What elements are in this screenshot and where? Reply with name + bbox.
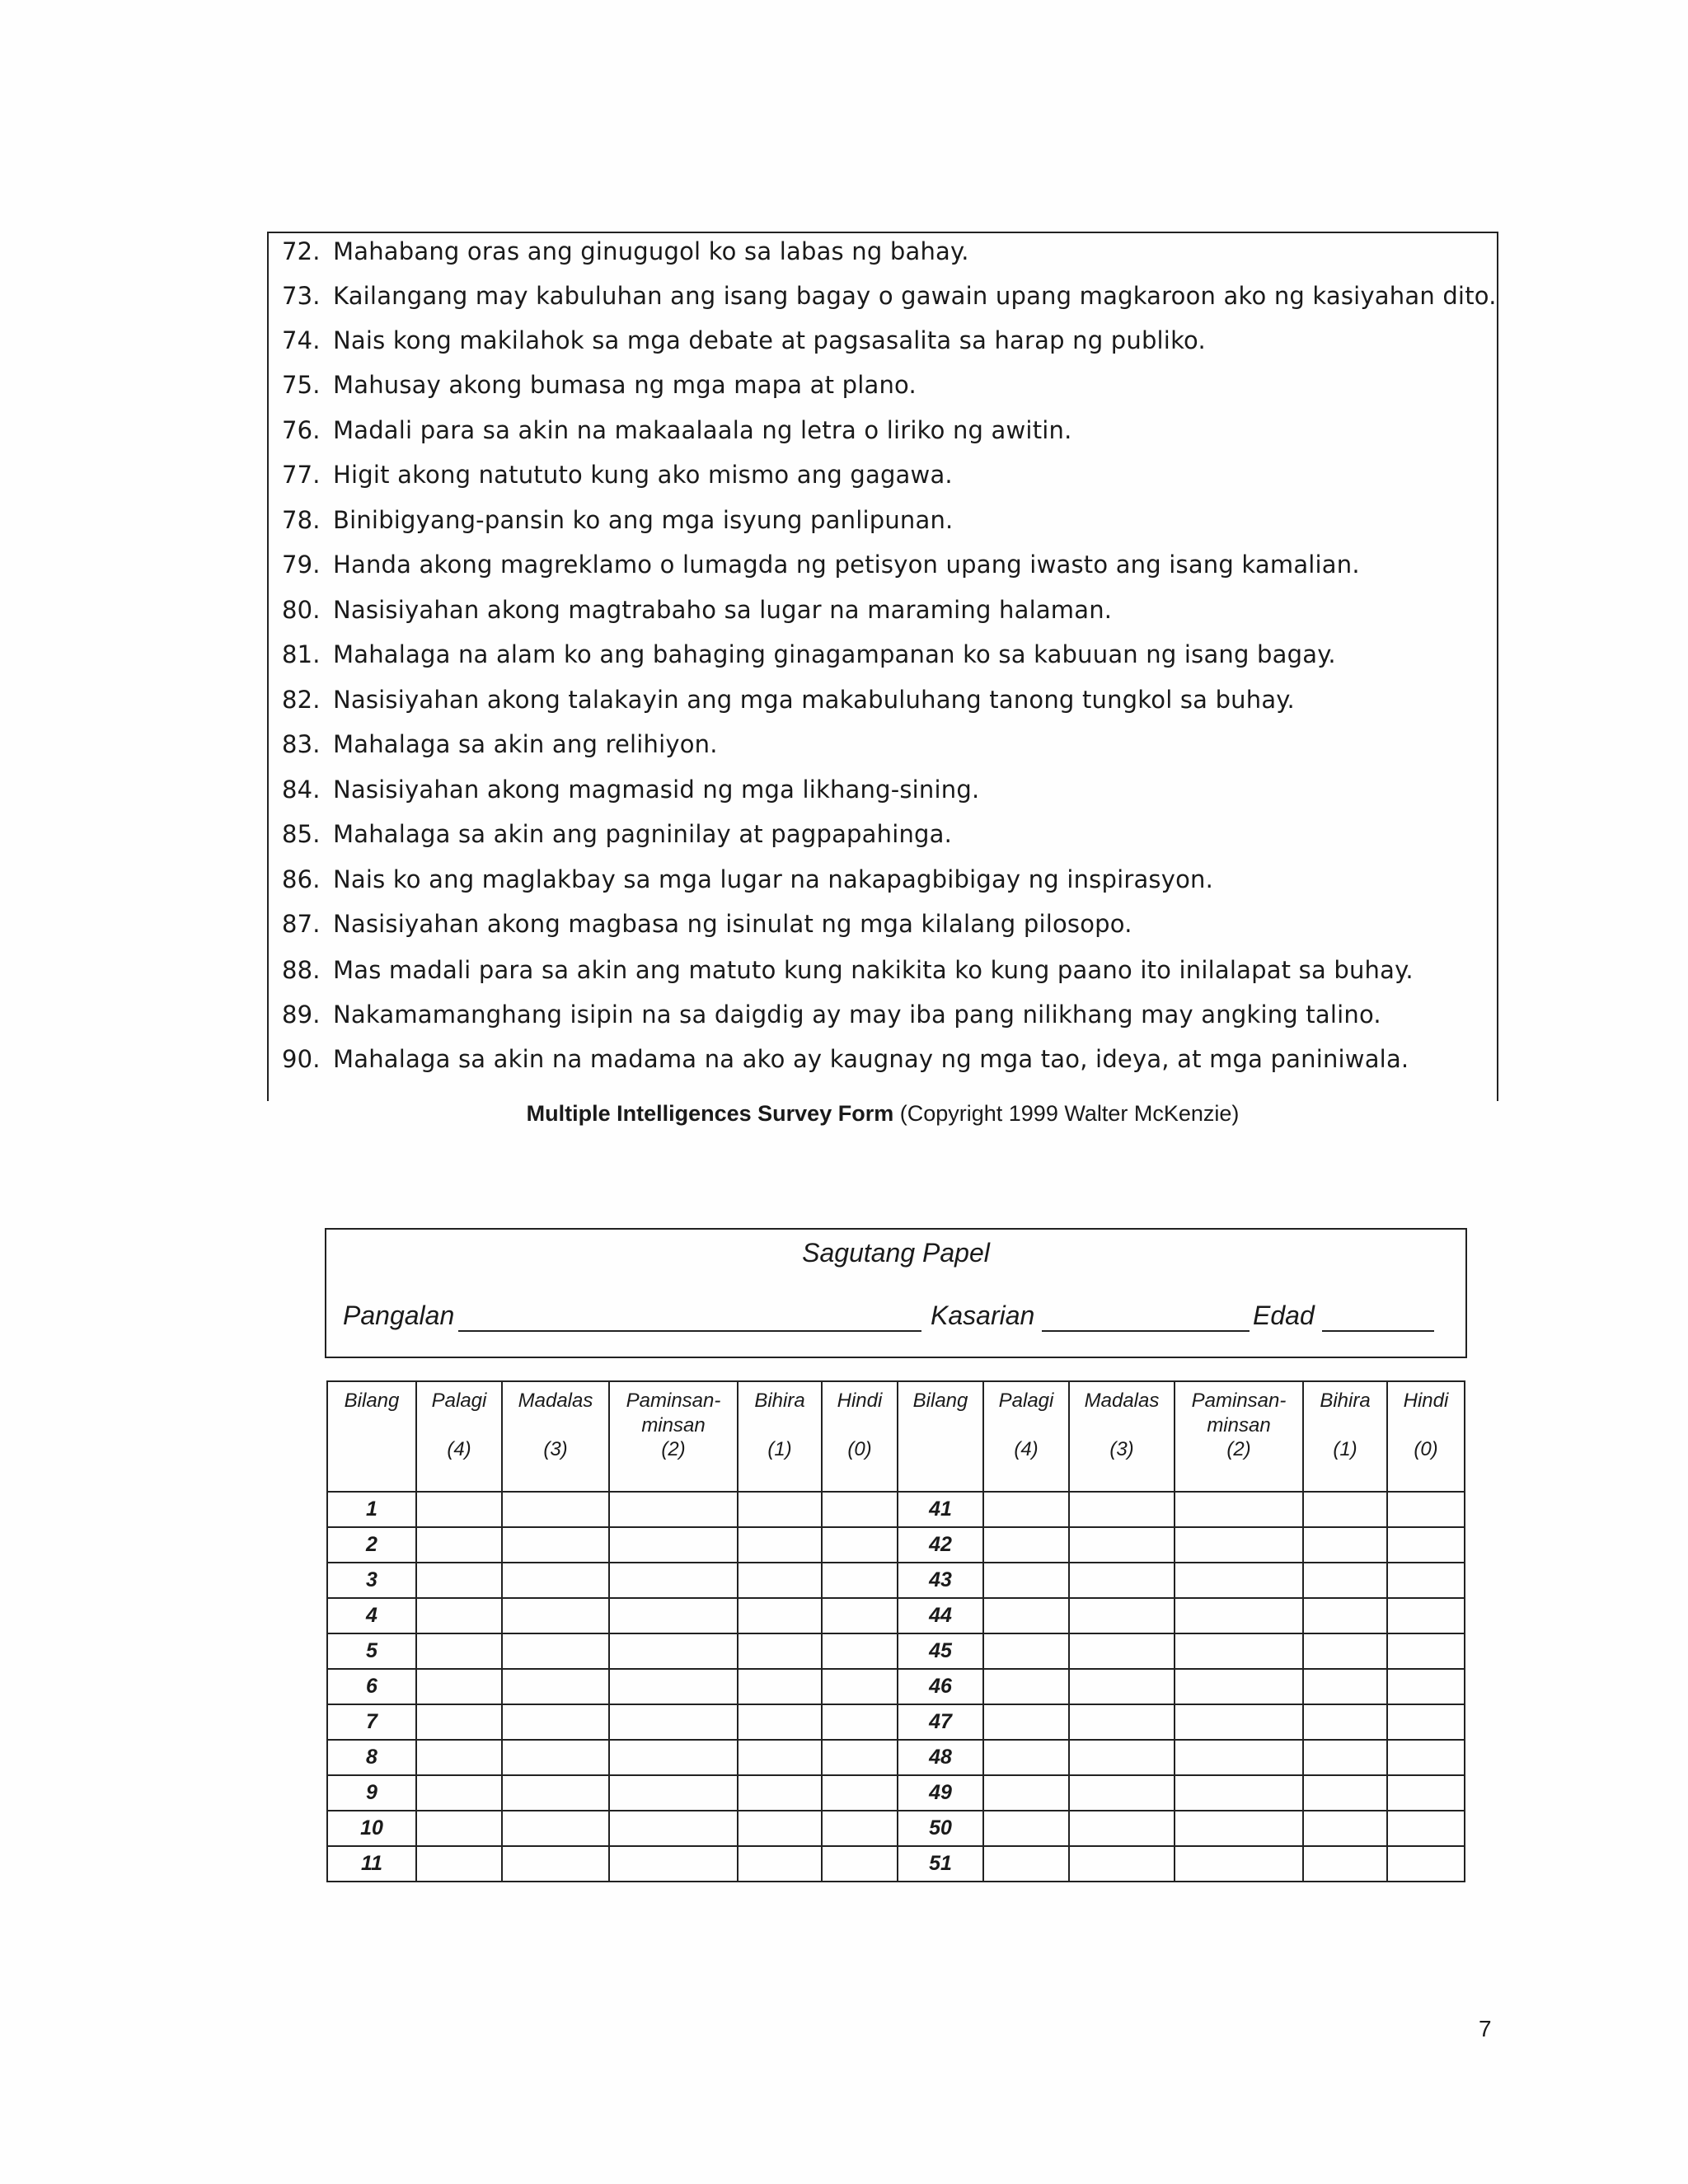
table-row: [327, 1492, 1465, 1527]
answer-cell[interactable]: [822, 1775, 898, 1811]
age-label: Edad: [1253, 1301, 1315, 1330]
item-number-cell: 1: [327, 1492, 416, 1527]
column-header: [1069, 1381, 1175, 1492]
item-number-cell: 51: [898, 1846, 983, 1882]
answer-cell[interactable]: [1387, 1704, 1465, 1740]
column-header: [1387, 1381, 1465, 1492]
answer-cell[interactable]: [609, 1811, 738, 1846]
survey-item-text: Higit akong natututo kung ako mismo ang gagawa.: [333, 461, 953, 489]
answer-cell[interactable]: [1069, 1527, 1175, 1563]
answer-table-body: [327, 1492, 1465, 1882]
answer-cell[interactable]: [1069, 1563, 1175, 1598]
answer-cell[interactable]: [609, 1846, 738, 1882]
caption-copyright: (Copyright 1999 Walter McKenzie): [893, 1101, 1240, 1126]
column-header-label: Madalas: [1084, 1390, 1160, 1412]
item-number-cell: 10: [327, 1811, 416, 1846]
answer-cell[interactable]: [609, 1527, 738, 1563]
item-number-cell: 4: [327, 1598, 416, 1633]
survey-item: [282, 819, 952, 849]
survey-item-text: Nasisiyahan akong magtrabaho sa lugar na maraming halaman.: [333, 596, 1113, 624]
survey-item-number: 88.: [282, 956, 321, 984]
answer-cell[interactable]: [822, 1669, 898, 1704]
column-header: [1303, 1381, 1387, 1492]
survey-item-number: 84.: [282, 776, 321, 804]
answer-cell[interactable]: [1069, 1775, 1175, 1811]
column-header-score: (2): [1226, 1438, 1251, 1460]
table-row: [327, 1775, 1465, 1811]
survey-items-box: [267, 232, 1498, 1101]
survey-item: [282, 729, 718, 759]
item-number-cell: 44: [898, 1598, 983, 1633]
answer-cell[interactable]: [738, 1633, 822, 1669]
column-header: [983, 1381, 1069, 1492]
answer-cell[interactable]: [1069, 1669, 1175, 1704]
answer-cell[interactable]: [1303, 1811, 1387, 1846]
answer-cell[interactable]: [738, 1704, 822, 1740]
answer-cell[interactable]: [502, 1492, 609, 1527]
answer-cell[interactable]: [738, 1527, 822, 1563]
survey-item-number: 90.: [282, 1045, 321, 1073]
answer-cell[interactable]: [416, 1633, 502, 1669]
table-row: [327, 1633, 1465, 1669]
survey-item: [282, 909, 1132, 939]
answer-cell[interactable]: [1303, 1563, 1387, 1598]
survey-item-text: Kailangang may kabuluhan ang isang bagay o gawain upang magkaroon ako ng kasiyahan dito.: [333, 282, 1497, 310]
survey-item: [282, 550, 1360, 579]
answer-cell[interactable]: [1303, 1492, 1387, 1527]
column-header-score: (3): [1109, 1438, 1134, 1460]
answer-cell[interactable]: [1387, 1492, 1465, 1527]
item-number-cell: 42: [898, 1527, 983, 1563]
answer-cell[interactable]: [1303, 1740, 1387, 1775]
survey-item-text: Nais kong makilahok sa mga debate at pagsasalita sa harap ng publiko.: [333, 326, 1206, 354]
table-row: [327, 1740, 1465, 1775]
column-header: [416, 1381, 502, 1492]
column-header-label: Bihira: [754, 1390, 805, 1412]
answer-cell[interactable]: [502, 1846, 609, 1882]
answer-cell[interactable]: [1303, 1775, 1387, 1811]
survey-item-number: 85.: [282, 820, 321, 848]
answer-cell[interactable]: [609, 1704, 738, 1740]
answer-cell[interactable]: [738, 1492, 822, 1527]
column-header: [1175, 1381, 1303, 1492]
item-number-cell: 43: [898, 1563, 983, 1598]
answer-cell[interactable]: [822, 1563, 898, 1598]
answer-cell[interactable]: [1069, 1704, 1175, 1740]
item-number-cell: 45: [898, 1633, 983, 1669]
answer-cell[interactable]: [1387, 1811, 1465, 1846]
answer-cell[interactable]: [502, 1811, 609, 1846]
answer-cell[interactable]: [416, 1811, 502, 1846]
survey-item-number: 79.: [282, 551, 321, 579]
answer-cell[interactable]: [983, 1704, 1069, 1740]
answer-cell[interactable]: [609, 1669, 738, 1704]
answer-cell[interactable]: [1069, 1740, 1175, 1775]
answer-cell[interactable]: [738, 1669, 822, 1704]
column-header-score: (2): [661, 1438, 686, 1460]
answer-cell[interactable]: [822, 1633, 898, 1669]
answer-cell[interactable]: [1387, 1527, 1465, 1563]
answer-cell[interactable]: [822, 1740, 898, 1775]
answer-cell[interactable]: [1069, 1633, 1175, 1669]
answer-cell[interactable]: [502, 1704, 609, 1740]
answer-cell[interactable]: [416, 1492, 502, 1527]
age-field[interactable]: [1322, 1330, 1434, 1332]
survey-item: [282, 685, 1295, 715]
answer-cell[interactable]: [1175, 1846, 1303, 1882]
item-number-cell: 9: [327, 1775, 416, 1811]
answer-cell[interactable]: [1069, 1598, 1175, 1633]
survey-item-number: 72.: [282, 237, 321, 265]
answer-cell[interactable]: [1387, 1563, 1465, 1598]
answer-cell[interactable]: [416, 1704, 502, 1740]
answer-cell[interactable]: [983, 1527, 1069, 1563]
answer-cell[interactable]: [416, 1563, 502, 1598]
answer-cell[interactable]: [983, 1492, 1069, 1527]
survey-item-number: 78.: [282, 506, 321, 534]
answer-cell[interactable]: [1175, 1563, 1303, 1598]
survey-item: [282, 237, 969, 266]
column-header: [327, 1381, 416, 1492]
answer-cell[interactable]: [1175, 1775, 1303, 1811]
answer-cell[interactable]: [1387, 1846, 1465, 1882]
answer-cell[interactable]: [1175, 1492, 1303, 1527]
answer-cell[interactable]: [738, 1846, 822, 1882]
page-number: 7: [1479, 2016, 1492, 2041]
answer-cell[interactable]: [609, 1775, 738, 1811]
survey-item-number: 75.: [282, 371, 321, 399]
survey-item-text: Mahusay akong bumasa ng mga mapa at plano.: [333, 371, 917, 399]
answer-cell[interactable]: [502, 1633, 609, 1669]
answer-cell[interactable]: [416, 1527, 502, 1563]
answer-cell[interactable]: [983, 1598, 1069, 1633]
answer-cell[interactable]: [1303, 1846, 1387, 1882]
answer-cell[interactable]: [1387, 1740, 1465, 1775]
answer-cell[interactable]: [416, 1669, 502, 1704]
answer-sheet-header: [325, 1228, 1467, 1358]
survey-item-number: 74.: [282, 326, 321, 354]
survey-item-number: 76.: [282, 416, 321, 444]
survey-item: [282, 370, 917, 400]
table-row: [327, 1598, 1465, 1633]
answer-cell[interactable]: [738, 1811, 822, 1846]
item-number-cell: 46: [898, 1669, 983, 1704]
column-header-score: (0): [847, 1438, 872, 1460]
answer-cell[interactable]: [1069, 1846, 1175, 1882]
sex-label: Kasarian: [931, 1301, 1035, 1330]
item-number-cell: 2: [327, 1527, 416, 1563]
answer-cell[interactable]: [609, 1598, 738, 1633]
item-number-cell: 48: [898, 1740, 983, 1775]
answer-cell[interactable]: [502, 1669, 609, 1704]
item-number-cell: 11: [327, 1846, 416, 1882]
answer-cell[interactable]: [822, 1492, 898, 1527]
answer-cell[interactable]: [738, 1775, 822, 1811]
column-header-label: Hindi: [837, 1390, 883, 1412]
table-row: [327, 1563, 1465, 1598]
survey-item-text: Mahalaga na alam ko ang bahaging ginagampanan ko sa kabuuan ng isang bagay.: [333, 640, 1336, 668]
column-header-score: (3): [543, 1438, 568, 1460]
survey-item-number: 87.: [282, 910, 321, 938]
survey-item-text: Nasisiyahan akong talakayin ang mga makabuluhang tanong tungkol sa buhay.: [333, 686, 1295, 714]
answer-table-header: [327, 1381, 1465, 1492]
answer-cell[interactable]: [822, 1846, 898, 1882]
column-header-label: Madalas: [518, 1390, 593, 1412]
answer-cell[interactable]: [1303, 1669, 1387, 1704]
answer-cell[interactable]: [983, 1846, 1069, 1882]
answer-cell[interactable]: [983, 1740, 1069, 1775]
column-header-label: Paminsan-minsan: [626, 1390, 721, 1436]
answer-cell[interactable]: [609, 1633, 738, 1669]
item-number-cell: 8: [327, 1740, 416, 1775]
column-header-label: Palagi: [998, 1390, 1054, 1412]
item-number-cell: 49: [898, 1775, 983, 1811]
survey-item: [282, 326, 1206, 355]
survey-item-text: Binibigyang-pansin ko ang mga isyung panlipunan.: [333, 506, 954, 534]
answer-cell[interactable]: [1387, 1775, 1465, 1811]
answer-cell[interactable]: [502, 1740, 609, 1775]
survey-item-text: Mahalaga sa akin ang relihiyon.: [333, 730, 718, 758]
survey-item: [282, 775, 979, 804]
answer-cell[interactable]: [609, 1740, 738, 1775]
table-row: [327, 1527, 1465, 1563]
answer-cell[interactable]: [1303, 1598, 1387, 1633]
survey-item-number: 73.: [282, 282, 321, 310]
survey-item-text: Nasisiyahan akong magbasa ng isinulat ng mga kilalang pilosopo.: [333, 910, 1132, 938]
answer-table: [326, 1380, 1465, 1882]
answer-cell[interactable]: [1069, 1811, 1175, 1846]
answer-cell[interactable]: [502, 1775, 609, 1811]
answer-cell[interactable]: [1175, 1633, 1303, 1669]
column-header-label: Hindi: [1403, 1390, 1449, 1412]
column-header: [502, 1381, 609, 1492]
column-header-score: (1): [767, 1438, 792, 1460]
answer-cell[interactable]: [1303, 1527, 1387, 1563]
name-label: Pangalan: [343, 1301, 455, 1330]
caption-title: Multiple Intelligences Survey Form: [526, 1101, 894, 1126]
answer-cell[interactable]: [609, 1563, 738, 1598]
answer-cell[interactable]: [416, 1598, 502, 1633]
answer-cell[interactable]: [1387, 1598, 1465, 1633]
answer-cell[interactable]: [416, 1740, 502, 1775]
survey-item: [282, 640, 1336, 669]
answer-cell[interactable]: [983, 1775, 1069, 1811]
answer-cell[interactable]: [1069, 1492, 1175, 1527]
answer-cell[interactable]: [416, 1846, 502, 1882]
answer-cell[interactable]: [738, 1740, 822, 1775]
answer-cell[interactable]: [1303, 1704, 1387, 1740]
survey-item: [282, 415, 1072, 445]
answer-cell[interactable]: [822, 1811, 898, 1846]
answer-sheet-title: Sagutang Papel: [802, 1238, 990, 1268]
survey-item-number: 89.: [282, 1001, 321, 1029]
survey-item-text: Mahabang oras ang ginugugol ko sa labas ng bahay.: [333, 237, 969, 265]
item-number-cell: 47: [898, 1704, 983, 1740]
survey-item: [282, 595, 1112, 625]
item-number-cell: 50: [898, 1811, 983, 1846]
answer-cell[interactable]: [822, 1704, 898, 1740]
survey-item: [282, 1000, 1381, 1029]
column-header-label: Bihira: [1320, 1390, 1371, 1412]
answer-cell[interactable]: [1175, 1598, 1303, 1633]
column-header-score: (4): [1014, 1438, 1039, 1460]
answer-cell[interactable]: [983, 1669, 1069, 1704]
column-header-score: (0): [1414, 1438, 1438, 1460]
answer-cell[interactable]: [416, 1775, 502, 1811]
answer-cell[interactable]: [983, 1563, 1069, 1598]
survey-item-number: 77.: [282, 461, 321, 489]
column-header-label: Bilang: [344, 1390, 400, 1412]
survey-item: [282, 955, 1414, 985]
item-number-cell: 6: [327, 1669, 416, 1704]
survey-item-number: 82.: [282, 686, 321, 714]
table-row: [327, 1811, 1465, 1846]
answer-cell[interactable]: [1175, 1527, 1303, 1563]
survey-item-text: Nakamamanghang isipin na sa daigdig ay may iba pang nilikhang may angking talino.: [333, 1001, 1381, 1029]
table-row: [327, 1669, 1465, 1704]
survey-item: [282, 1044, 1409, 1074]
answer-cell[interactable]: [1175, 1704, 1303, 1740]
column-header-label: Paminsan-minsan: [1191, 1390, 1287, 1436]
answer-cell[interactable]: [983, 1811, 1069, 1846]
column-header-label: Bilang: [912, 1390, 968, 1412]
name-field[interactable]: [458, 1330, 921, 1332]
column-header: [738, 1381, 822, 1492]
answer-cell[interactable]: [1175, 1669, 1303, 1704]
survey-item: [282, 865, 1213, 894]
survey-item-text: Nasisiyahan akong magmasid ng mga likhang-sining.: [333, 776, 980, 804]
answer-cell[interactable]: [738, 1563, 822, 1598]
survey-item-number: 80.: [282, 596, 321, 624]
answer-cell[interactable]: [1175, 1740, 1303, 1775]
answer-cell[interactable]: [502, 1598, 609, 1633]
column-header: [822, 1381, 898, 1492]
table-row: [327, 1846, 1465, 1882]
answer-cell[interactable]: [1387, 1669, 1465, 1704]
survey-item-text: Madali para sa akin na makaalaala ng letra o liriko ng awitin.: [333, 416, 1072, 444]
survey-item: [282, 281, 1497, 311]
survey-item-number: 86.: [282, 865, 321, 893]
answer-cell[interactable]: [502, 1563, 609, 1598]
survey-item: [282, 460, 953, 490]
answer-cell[interactable]: [822, 1598, 898, 1633]
item-number-cell: 41: [898, 1492, 983, 1527]
survey-item: [282, 505, 953, 535]
column-header: [898, 1381, 983, 1492]
answer-cell[interactable]: [1303, 1633, 1387, 1669]
answer-cell[interactable]: [983, 1633, 1069, 1669]
item-number-cell: 7: [327, 1704, 416, 1740]
answer-cell[interactable]: [1387, 1633, 1465, 1669]
survey-item-number: 81.: [282, 640, 321, 668]
column-header: [609, 1381, 738, 1492]
answer-cell[interactable]: [822, 1527, 898, 1563]
column-header-label: Palagi: [431, 1390, 487, 1412]
table-row: [327, 1704, 1465, 1740]
survey-item-text: Handa akong magreklamo o lumagda ng petisyon upang iwasto ang isang kamalian.: [333, 551, 1360, 579]
survey-item-text: Mas madali para sa akin ang matuto kung nakikita ko kung paano ito inilalapat sa buhay.: [333, 956, 1414, 984]
survey-item-text: Mahalaga sa akin ang pagninilay at pagpapahinga.: [333, 820, 953, 848]
column-header-score: (1): [1333, 1438, 1357, 1460]
answer-cell[interactable]: [609, 1492, 738, 1527]
survey-caption: [267, 1101, 1498, 1127]
answer-cell[interactable]: [738, 1598, 822, 1633]
item-number-cell: 3: [327, 1563, 416, 1598]
answer-cell[interactable]: [502, 1527, 609, 1563]
survey-item-text: Nais ko ang maglakbay sa mga lugar na nakapagbibigay ng inspirasyon.: [333, 865, 1214, 893]
answer-cell[interactable]: [1175, 1811, 1303, 1846]
item-number-cell: 5: [327, 1633, 416, 1669]
column-header-score: (4): [447, 1438, 471, 1460]
survey-item-text: Mahalaga sa akin na madama na ako ay kaugnay ng mga tao, ideya, at mga paniniwala.: [333, 1045, 1409, 1073]
sex-field[interactable]: [1042, 1330, 1250, 1332]
survey-item-number: 83.: [282, 730, 321, 758]
